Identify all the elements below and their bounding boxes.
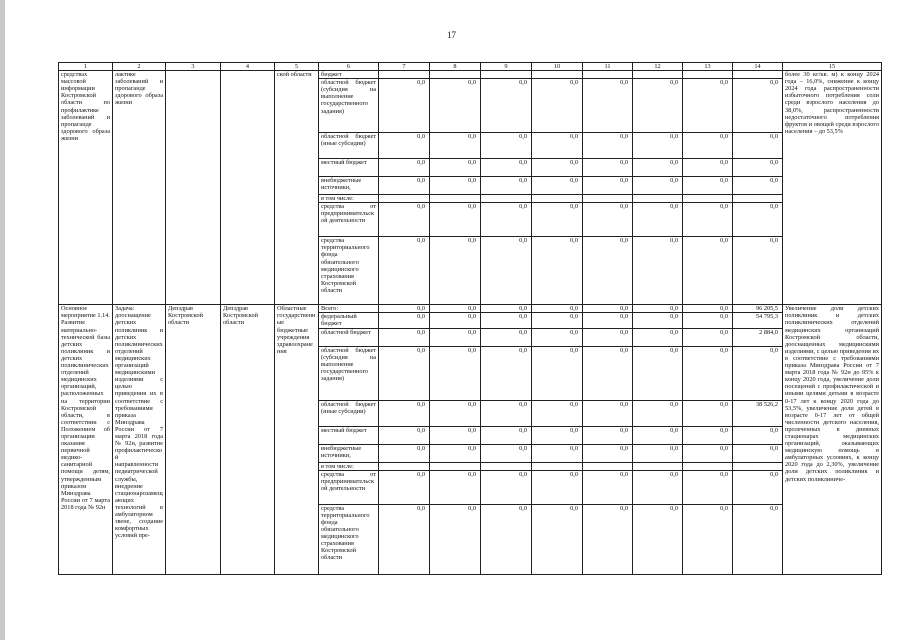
- block1-value-col10: 0,0: [532, 177, 583, 195]
- block1-value-col11: 0,0: [583, 237, 633, 305]
- column-header-6: 6: [319, 63, 379, 71]
- block2-value-col11: 0,0: [583, 444, 633, 462]
- block1-value-col10: [532, 195, 583, 203]
- block1-value-col12: 0,0: [633, 133, 683, 159]
- block2-col1: Основное мероприятие 1.14. Развитие материально-технической базы детских поликлиник и детских поликлинических отделений медицинских организаций, расположенных на территории Костромской области, в соответствии с Положением об организации оказания первичной медико-санитарной помощи детям, утвержденным приказом Минздрава России от 7 марта 2018 года № 92н: [59, 305, 113, 574]
- block1-funding-source: внебюджетные источники,: [319, 177, 379, 195]
- block1-value-col14: 0,0: [733, 237, 783, 305]
- block1-value-col13: 0,0: [683, 203, 733, 237]
- block2-value-col13: 0,0: [683, 346, 733, 400]
- block2-value-col9: 0,0: [481, 426, 532, 444]
- block1-col15: более 30 кг/кв. м) к концу 2024 года – 16,0%, снижение к концу 2024 года распространенности избыточного потребления соли среди взрослого населения до 38,0%, распространенности недостаточного потребления фруктов и овощей среди взрослого населения – до 53,5%: [783, 71, 882, 305]
- block1-value-col8: 0,0: [430, 177, 481, 195]
- column-header-2: 2: [113, 63, 166, 71]
- block2-value-col9: 0,0: [481, 470, 532, 504]
- block2-col3: Депздрав Костромской области: [166, 305, 221, 574]
- block2-value-col8: 0,0: [430, 444, 481, 462]
- block1-row: [59, 71, 882, 79]
- block1-value-col7: 0,0: [379, 177, 430, 195]
- block1-value-col8: 0,0: [430, 159, 481, 177]
- block1-value-col12: 0,0: [633, 79, 683, 133]
- program-table: [58, 62, 882, 575]
- block1-value-col7: [379, 195, 430, 203]
- block1-funding-source: средства от предпринимательской деятельности: [319, 203, 379, 237]
- block2-value-col7: 0,0: [379, 470, 430, 504]
- block2-value-col10: 0,0: [532, 328, 583, 346]
- block2-value-col8: 0,0: [430, 400, 481, 426]
- block2-funding-source: областной бюджет (субсидия на выполнение государственного задания): [319, 346, 379, 400]
- block1-value-col12: 0,0: [633, 203, 683, 237]
- block2-value-col8: 0,0: [430, 504, 481, 574]
- block2-value-col11: 0,0: [583, 426, 633, 444]
- column-header-13: 13: [683, 63, 733, 71]
- block2-value-col10: 0,0: [532, 470, 583, 504]
- block1-value-col14: [733, 195, 783, 203]
- block2-value-col9: [481, 462, 532, 470]
- block2-value-col12: 0,0: [633, 444, 683, 462]
- block1-funding-source: в том числе:: [319, 195, 379, 203]
- block1-value-col7: [379, 71, 430, 79]
- block1-col3: [166, 71, 221, 305]
- block2-value-col7: 0,0: [379, 328, 430, 346]
- block1-value-col7: 0,0: [379, 203, 430, 237]
- block2-value-col11: 0,0: [583, 305, 633, 313]
- block2-value-col7: 0,0: [379, 400, 430, 426]
- block1-value-col14: 0,0: [733, 79, 783, 133]
- block1-value-col14: 0,0: [733, 177, 783, 195]
- block1-col5: ской области: [275, 71, 319, 305]
- block2-value-col12: 0,0: [633, 400, 683, 426]
- block1-value-col8: 0,0: [430, 133, 481, 159]
- block1-value-col14: 0,0: [733, 159, 783, 177]
- block2-value-col10: 0,0: [532, 400, 583, 426]
- block1-value-col9: 0,0: [481, 133, 532, 159]
- block2-value-col12: 0,0: [633, 504, 683, 574]
- column-header-1: 1: [59, 63, 113, 71]
- column-header-3: 3: [166, 63, 221, 71]
- block2-value-col9: 0,0: [481, 400, 532, 426]
- block1-value-col8: [430, 195, 481, 203]
- block1-value-col11: 0,0: [583, 203, 633, 237]
- block2-value-col7: 0,0: [379, 305, 430, 313]
- block1-value-col11: [583, 71, 633, 79]
- block1-value-col9: [481, 71, 532, 79]
- block2-col2: Задача: дооснащение детских поликлиник и детских поликлинических отделений медицинских организаций медицинскими изделиями с целью приведения их в соответствие с требованиями приказа Минздрава России от 7 марта 2018 года № 92н, развитие профилактической направленности педиатрической службы, внедрение стационарозамещающих технологий в амбулаторном звене, создание комфортных условий пре-: [113, 305, 166, 574]
- block2-value-col7: 0,0: [379, 504, 430, 574]
- block2-value-col13: 0,0: [683, 313, 733, 328]
- column-header-11: 11: [583, 63, 633, 71]
- block2-value-col8: [430, 462, 481, 470]
- block2-value-col9: 0,0: [481, 346, 532, 400]
- block1-funding-source: бюджет: [319, 71, 379, 79]
- block1-value-col9: 0,0: [481, 237, 532, 305]
- block2-value-col10: [532, 462, 583, 470]
- block2-value-col11: 0,0: [583, 328, 633, 346]
- block1-funding-source: средства территориального фонда обязательного медицинского страхования Костромской области: [319, 237, 379, 305]
- block2-value-col14: 0,0: [733, 426, 783, 444]
- block1-value-col12: [633, 71, 683, 79]
- block1-value-col10: 0,0: [532, 203, 583, 237]
- block1-value-col7: 0,0: [379, 159, 430, 177]
- block2-value-col13: [683, 462, 733, 470]
- block2-value-col14: 0,0: [733, 444, 783, 462]
- block1-value-col10: [532, 71, 583, 79]
- block2-value-col14: 96 205,5: [733, 305, 783, 313]
- block2-value-col12: 0,0: [633, 346, 683, 400]
- block2-funding-source: Всего:: [319, 305, 379, 313]
- block1-value-col7: 0,0: [379, 237, 430, 305]
- block1-value-col11: 0,0: [583, 177, 633, 195]
- column-header-4: 4: [221, 63, 275, 71]
- block1-value-col13: 0,0: [683, 79, 733, 133]
- block1-value-col8: 0,0: [430, 203, 481, 237]
- block1-value-col9: 0,0: [481, 159, 532, 177]
- block1-funding-source: областной бюджет (субсидия на выполнение государственного задания): [319, 79, 379, 133]
- block1-value-col10: 0,0: [532, 237, 583, 305]
- block2-value-col13: 0,0: [683, 400, 733, 426]
- block2-value-col9: 0,0: [481, 504, 532, 574]
- block2-value-col10: 0,0: [532, 504, 583, 574]
- block1-value-col8: 0,0: [430, 237, 481, 305]
- block2-value-col8: 0,0: [430, 426, 481, 444]
- block1-value-col10: 0,0: [532, 133, 583, 159]
- block2-funding-source: местный бюджет: [319, 426, 379, 444]
- block1-value-col7: 0,0: [379, 133, 430, 159]
- column-header-5: 5: [275, 63, 319, 71]
- column-header-7: 7: [379, 63, 430, 71]
- block1-value-col9: 0,0: [481, 177, 532, 195]
- block2-value-col7: 0,0: [379, 346, 430, 400]
- block2-value-col14: [733, 462, 783, 470]
- block1-value-col13: 0,0: [683, 159, 733, 177]
- block2-value-col11: 0,0: [583, 400, 633, 426]
- block2-funding-source: средства территориального фонда обязательного медицинского страхования Костромской области: [319, 504, 379, 574]
- block1-funding-source: местный бюджет: [319, 159, 379, 177]
- block2-value-col11: 0,0: [583, 504, 633, 574]
- block2-value-col13: 0,0: [683, 504, 733, 574]
- block2-value-col12: 0,0: [633, 470, 683, 504]
- block2-value-col14: 54 795,3: [733, 313, 783, 328]
- block1-value-col11: 0,0: [583, 133, 633, 159]
- block1-funding-source: областной бюджет (иные субсидии): [319, 133, 379, 159]
- block1-value-col9: 0,0: [481, 203, 532, 237]
- block1-value-col11: 0,0: [583, 79, 633, 133]
- block2-funding-source: федеральный бюджет: [319, 313, 379, 328]
- block1-value-col7: 0,0: [379, 79, 430, 133]
- block2-value-col12: 0,0: [633, 313, 683, 328]
- block1-value-col8: [430, 71, 481, 79]
- block2-value-col14: 38 526,2: [733, 400, 783, 426]
- block2-value-col8: 0,0: [430, 346, 481, 400]
- block2-value-col10: 0,0: [532, 444, 583, 462]
- block1-value-col12: 0,0: [633, 159, 683, 177]
- column-header-14: 14: [733, 63, 783, 71]
- column-header-15: 15: [783, 63, 882, 71]
- block2-value-col11: 0,0: [583, 313, 633, 328]
- block2-value-col11: 0,0: [583, 346, 633, 400]
- block2-value-col12: 0,0: [633, 328, 683, 346]
- column-header-8: 8: [430, 63, 481, 71]
- block1-value-col12: 0,0: [633, 237, 683, 305]
- block2-value-col10: 0,0: [532, 313, 583, 328]
- block1-value-col14: [733, 71, 783, 79]
- block2-funding-source: средства от предпринимательской деятельности: [319, 470, 379, 504]
- block1-value-col8: 0,0: [430, 79, 481, 133]
- block2-value-col11: [583, 462, 633, 470]
- block2-value-col11: 0,0: [583, 470, 633, 504]
- scan-edge-strip: [0, 0, 5, 640]
- block2-value-col7: [379, 462, 430, 470]
- block2-value-col14: 0,0: [733, 504, 783, 574]
- block2-value-col9: 0,0: [481, 313, 532, 328]
- block2-funding-source: в том числе:: [319, 462, 379, 470]
- block1-value-col14: 0,0: [733, 203, 783, 237]
- block1-value-col13: 0,0: [683, 177, 733, 195]
- block1-col1: средствах массовой информации Костромской области по профилактике заболеваний и пропаганде здорового образа жизни: [59, 71, 113, 305]
- block2-value-col8: 0,0: [430, 305, 481, 313]
- block2-value-col13: 0,0: [683, 426, 733, 444]
- block1-value-col9: [481, 195, 532, 203]
- block2-value-col9: 0,0: [481, 305, 532, 313]
- block2-funding-source: областной бюджет: [319, 328, 379, 346]
- block1-value-col12: [633, 195, 683, 203]
- block2-value-col8: 0,0: [430, 470, 481, 504]
- column-header-9: 9: [481, 63, 532, 71]
- block2-value-col13: 0,0: [683, 470, 733, 504]
- block2-value-col8: 0,0: [430, 313, 481, 328]
- column-header-10: 10: [532, 63, 583, 71]
- block2-value-col13: 0,0: [683, 328, 733, 346]
- block2-value-col10: 0,0: [532, 346, 583, 400]
- block1-value-col13: [683, 71, 733, 79]
- block1-value-col13: 0,0: [683, 237, 733, 305]
- header-row: [59, 63, 882, 71]
- block2-value-col10: 0,0: [532, 305, 583, 313]
- block1-value-col10: 0,0: [532, 159, 583, 177]
- block1-value-col11: 0,0: [583, 159, 633, 177]
- block2-value-col12: [633, 462, 683, 470]
- block2-funding-source: областной бюджет (иные субсидии): [319, 400, 379, 426]
- block2-value-col14: 2 884,0: [733, 328, 783, 346]
- block2-value-col14: 0,0: [733, 346, 783, 400]
- block2-col4: Депздрав Костромской области: [221, 305, 275, 574]
- block2-col15: Увеличение доли детских поликлиник и детских поликлинических отделений медицинских организаций Костромской области, дооснащенных медицинскими изделиями, с целью приведения их в соответствие с требованиями приказа Минздрава России от 7 марта 2018 года № 92н до 95% к концу 2020 года, увеличение доли посещений с профилактической и иными целями детьми в возрасте 0-17 лет к концу 2020 года до 53,5%, увеличение доли детей в возрасте 0-17 лет от общей численности детского населения, пролеченных в дневных стационарах медицинских организаций, оказывающих медицинскую помощь в амбулаторных условиях, к концу 2020 года до 2,30%, увеличение доли детских поликлиник и детских поликлиниче-: [783, 305, 882, 574]
- block1-value-col14: 0,0: [733, 133, 783, 159]
- block2-value-col14: 0,0: [733, 470, 783, 504]
- page-number: 17: [447, 30, 456, 40]
- block1-value-col10: 0,0: [532, 79, 583, 133]
- block2-value-col7: 0,0: [379, 444, 430, 462]
- block1-col2: лактике заболеваний и пропаганде здорового образа жизни: [113, 71, 166, 305]
- column-header-12: 12: [633, 63, 683, 71]
- block1-value-col11: [583, 195, 633, 203]
- block2-value-col9: 0,0: [481, 444, 532, 462]
- block2-value-col9: 0,0: [481, 328, 532, 346]
- block1-value-col13: [683, 195, 733, 203]
- block2-value-col12: 0,0: [633, 305, 683, 313]
- block2-value-col13: 0,0: [683, 444, 733, 462]
- block2-value-col7: 0,0: [379, 426, 430, 444]
- block2-funding-source: внебюджетные источники,: [319, 444, 379, 462]
- block1-col4: [221, 71, 275, 305]
- block2-value-col13: 0,0: [683, 305, 733, 313]
- block1-value-col9: 0,0: [481, 79, 532, 133]
- block2-col5: Областные государственные бюджетные учреждения здравоохранения: [275, 305, 319, 574]
- block2-value-col7: 0,0: [379, 313, 430, 328]
- block2-value-col10: 0,0: [532, 426, 583, 444]
- block2-value-col12: 0,0: [633, 426, 683, 444]
- block1-value-col13: 0,0: [683, 133, 733, 159]
- block1-value-col12: 0,0: [633, 177, 683, 195]
- block2-row: [59, 305, 882, 313]
- block2-value-col8: 0,0: [430, 328, 481, 346]
